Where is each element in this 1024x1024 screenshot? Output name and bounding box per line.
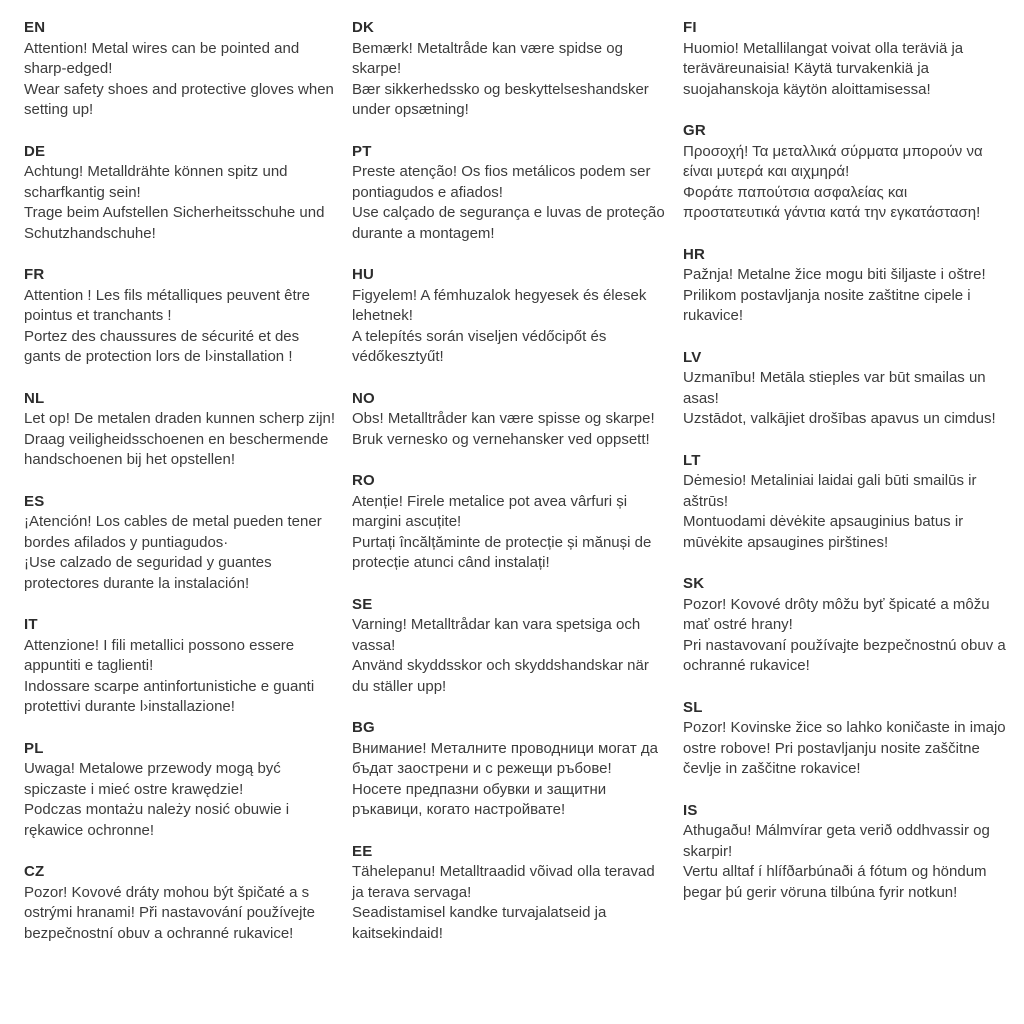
warning-text: Athugaðu! Málmvírar geta verið oddhvassir og skarpir! bbox=[683, 822, 990, 860]
lang-section-es bbox=[24, 492, 338, 595]
warning-text: Use calçado de segurança e luvas de proteção durante a montagem! bbox=[352, 204, 665, 242]
lang-code-label-es: ES bbox=[24, 492, 45, 510]
warning-text: Indossare scarpe antinfortunistiche e guanti protettivi durante l›installazione! bbox=[24, 677, 315, 715]
lang-code-label-fr: FR bbox=[24, 266, 45, 283]
lang-code-label-hu: HU bbox=[352, 266, 375, 283]
lang-section-ee bbox=[352, 842, 669, 945]
warning-text: Wear safety shoes and protective gloves when setting up! bbox=[24, 80, 334, 118]
lang-code-label-se: SE bbox=[352, 595, 373, 613]
warning-text: Attenzione! I fili metallici possono essere appuntiti e taglienti! bbox=[24, 636, 295, 674]
warning-text: Uwaga! Metalowe przewody mogą być spiczaste i mieć ostre krawędzie! bbox=[24, 760, 281, 798]
lang-code-label-hr: HR bbox=[683, 245, 706, 263]
lang-code-label-en: EN bbox=[24, 19, 46, 36]
warning-text: Uzstādot, valkājiet drošības apavus un cimdus! bbox=[683, 410, 996, 427]
lang-section-lv bbox=[683, 348, 1008, 430]
warning-text: Podczas montażu należy nosić obuwie i rękawice ochronne! bbox=[24, 801, 290, 839]
lang-code-label-sk: SK bbox=[683, 575, 705, 592]
warning-text: Носете предпазни обувки и защитни ръкавици, когато настройвате! bbox=[352, 780, 607, 818]
warning-text: Vertu alltaf í hlífðarbúnaði á fótum og höndum þegar þú gerir vöruna tilbúna fyrir notkun! bbox=[683, 863, 987, 901]
warning-text: Portez des chaussures de sécurité et des gants de protection lors de l›installation ! bbox=[24, 327, 300, 365]
warning-text: Huomio! Metallilangat voivat olla teräviä ja teräväreunaisia! Käytä turvakenkiä ja suojahanskoja käytön aloittamisessa! bbox=[683, 39, 964, 98]
warning-text: ¡Use calzado de seguridad y guantes protectores durante la instalación! bbox=[24, 554, 272, 592]
lang-code-label-nl: NL bbox=[24, 389, 45, 407]
column-2 bbox=[352, 18, 683, 1024]
warning-text: Purtați încălțăminte de protecție și mănuși de protecție atunci când instalați! bbox=[352, 533, 652, 571]
lang-code-label-cz: CZ bbox=[24, 863, 45, 880]
lang-code-label-dk: DK bbox=[352, 19, 375, 36]
lang-section-no bbox=[352, 389, 669, 451]
warning-text: ¡Atención! Los cables de metal pueden tener bordes afilados y puntiagudos· bbox=[24, 513, 322, 551]
lang-section-gr bbox=[683, 121, 1008, 224]
warning-text: Let op! De metalen draden kunnen scherp zijn! bbox=[24, 410, 336, 427]
warning-text: Pri nastavovaní používajte bezpečnostnú obuv a ochranné rukavice! bbox=[683, 636, 1006, 674]
warning-text: Varning! Metalltrådar kan vara spetsiga och vassa! bbox=[352, 616, 641, 654]
warning-text: Uzmanību! Metāla stieples var būt smailas un asas! bbox=[683, 369, 986, 407]
lang-section-fr bbox=[24, 265, 338, 368]
warning-text: Tähelepanu! Metalltraadid võivad olla teravad ja terava servaga! bbox=[352, 863, 655, 901]
lang-section-ro bbox=[352, 471, 669, 574]
lang-section-bg bbox=[352, 718, 669, 821]
warning-text: Bemærk! Metaltråde kan være spidse og skarpe! bbox=[352, 39, 623, 77]
lang-code-label-it: IT bbox=[24, 616, 38, 633]
warning-text: Bær sikkerhedssko og beskyttelseshandsker under opsætning! bbox=[352, 80, 649, 118]
warning-text: Trage beim Aufstellen Sicherheitsschuhe und Schutzhandschuhe! bbox=[24, 204, 325, 242]
warning-text: Använd skyddsskor och skyddshandskar när du ställer upp! bbox=[352, 657, 649, 695]
warning-text: Atenție! Firele metalice pot avea vârfuri și margini ascuțite! bbox=[352, 492, 628, 530]
lang-section-sl bbox=[683, 698, 1008, 780]
warning-text: Dėmesio! Metaliniai laidai gali būti smailūs ir aštrūs! bbox=[683, 472, 977, 510]
lang-code-label-gr: GR bbox=[683, 122, 706, 139]
lang-code-label-lt: LT bbox=[683, 451, 701, 469]
warning-text: Bruk vernesko og vernehansker ved oppsett! bbox=[352, 430, 650, 448]
lang-section-en bbox=[24, 18, 338, 121]
warning-text: Pozor! Kovové drôty môžu byť špicaté a môžu mať ostré hrany! bbox=[683, 595, 990, 633]
column-1 bbox=[24, 18, 352, 1024]
lang-section-se bbox=[352, 595, 669, 698]
warning-text: Figyelem! A fémhuzalok hegyesek és élesek lehetnek! bbox=[352, 286, 647, 324]
warning-text: Φοράτε παπούτσια ασφαλείας και προστατευτικά γάντια κατά την εγκατάσταση! bbox=[683, 183, 981, 221]
warning-text: Attention! Metal wires can be pointed and sharp-edged! bbox=[24, 39, 300, 77]
warning-text: Pozor! Kovové dráty mohou být špičaté a s ostrými hranami! Při nastavování používejte bezpečnostní obuv a ochranné rukavice! bbox=[24, 883, 315, 942]
warning-text: Внимание! Металните проводници могат да бъдат заострени и с режещи ръбове! bbox=[352, 739, 658, 777]
warning-text: Pažnja! Metalne žice mogu biti šiljaste i oštre! Prilikom postavljanja nosite zaštitne cipele i rukavice! bbox=[683, 266, 986, 324]
lang-code-label-de: DE bbox=[24, 142, 46, 160]
lang-code-label-ee: EE bbox=[352, 842, 373, 860]
column-3 bbox=[683, 18, 1018, 1024]
lang-section-hr bbox=[683, 245, 1008, 327]
lang-code-label-is: IS bbox=[683, 801, 698, 819]
lang-code-label-no: NO bbox=[352, 389, 375, 407]
lang-section-cz bbox=[24, 862, 338, 944]
lang-section-lt bbox=[683, 451, 1008, 554]
lang-section-it bbox=[24, 615, 338, 718]
warning-text: Seadistamisel kandke turvajalatseid ja kaitsekindaid! bbox=[352, 904, 607, 942]
lang-code-label-sl: SL bbox=[683, 698, 703, 716]
warning-text: Draag veiligheidsschoenen en beschermende handschoenen bij het opstellen! bbox=[24, 430, 329, 468]
lang-code-label-bg: BG bbox=[352, 719, 375, 736]
warning-text: Pozor! Kovinske žice so lahko koničaste in imajo ostre robove! Pri postavljanju nosite zaščitne čevlje in zaščitne rokavice! bbox=[683, 719, 1006, 777]
lang-section-sk bbox=[683, 574, 1008, 677]
lang-section-hu bbox=[352, 265, 669, 368]
lang-code-label-lv: LV bbox=[683, 348, 702, 366]
lang-code-label-pt: PT bbox=[352, 142, 372, 160]
warning-text: A telepítés során viseljen védőcipőt és védőkesztyűt! bbox=[352, 327, 607, 365]
lang-section-nl bbox=[24, 389, 338, 471]
lang-code-label-pl: PL bbox=[24, 739, 44, 757]
lang-section-fi bbox=[683, 18, 1008, 100]
warning-text: Προσοχή! Τα μεταλλικά σύρματα μπορούν να είναι μυτερά και αιχμηρά! bbox=[683, 142, 983, 180]
warning-text: Montuodami dėvėkite apsauginius batus ir mūvėkite apsaugines pirštines! bbox=[683, 513, 964, 551]
lang-section-dk bbox=[352, 18, 669, 121]
lang-code-label-ro: RO bbox=[352, 472, 375, 489]
warning-text: Obs! Metalltråder kan være spisse og skarpe! bbox=[352, 410, 655, 427]
lang-section-is bbox=[683, 801, 1008, 904]
lang-section-de bbox=[24, 142, 338, 245]
lang-code-label-fi: FI bbox=[683, 19, 697, 36]
warning-text: Achtung! Metalldrähte können spitz und scharfkantig sein! bbox=[24, 163, 288, 201]
warning-text: Attention ! Les fils métalliques peuvent être pointus et tranchants ! bbox=[24, 286, 310, 324]
lang-section-pt bbox=[352, 142, 669, 245]
lang-section-pl bbox=[24, 739, 338, 842]
warning-text: Preste atenção! Os fios metálicos podem ser pontiagudos e afiados! bbox=[352, 163, 651, 201]
